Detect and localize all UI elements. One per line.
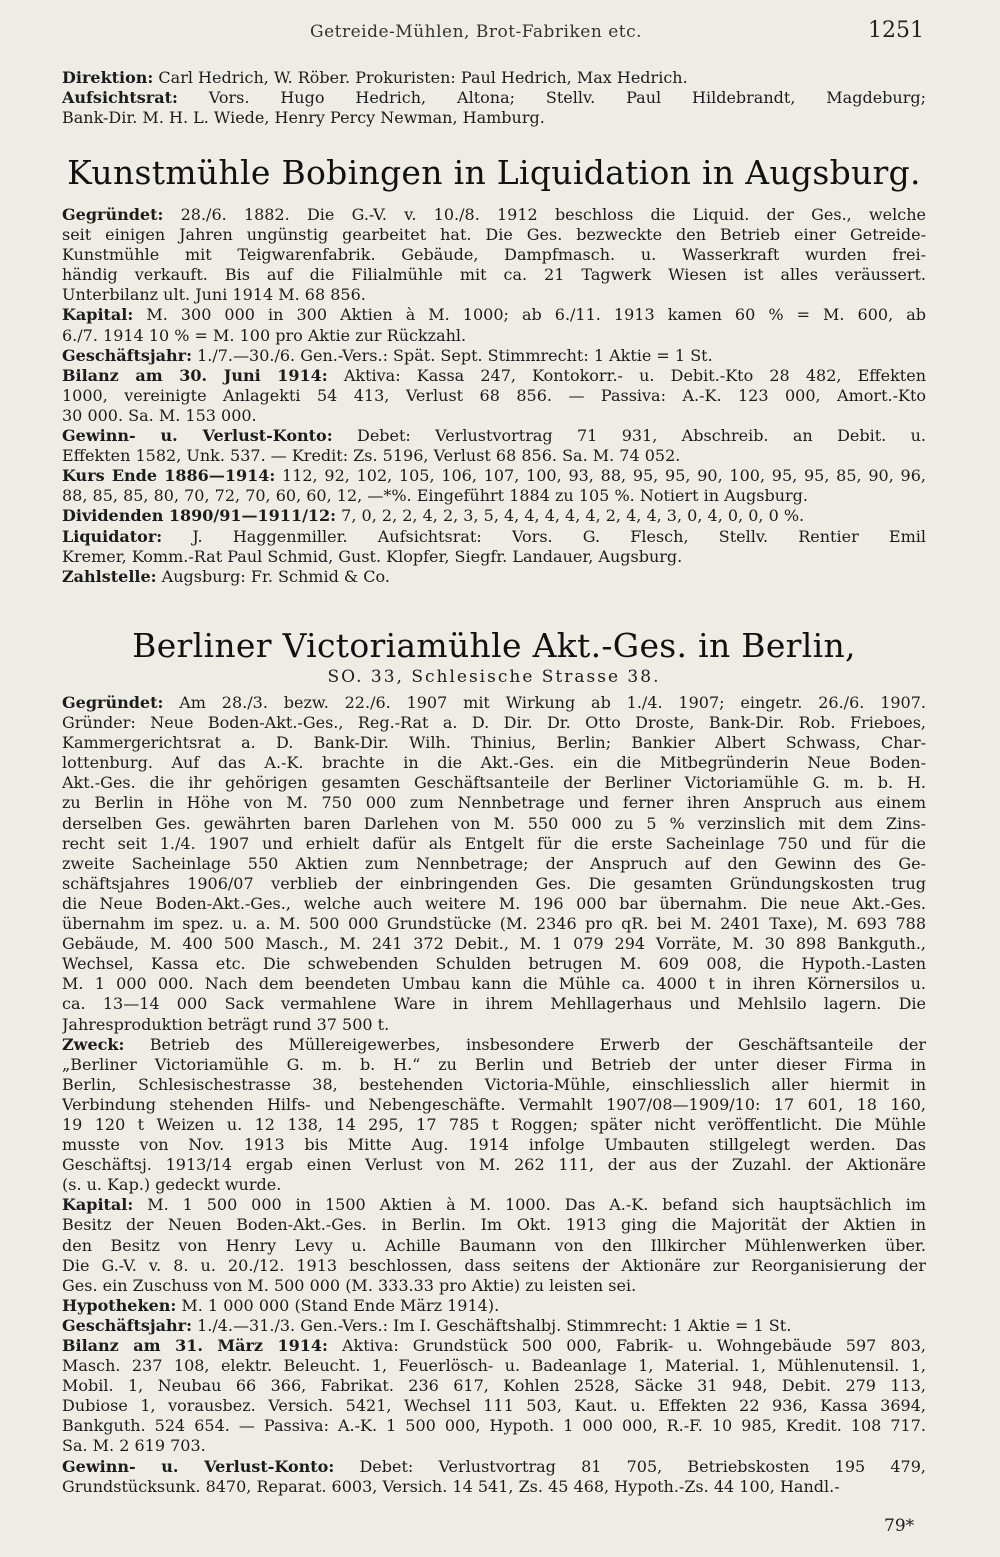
line-text: Unterbilanz ult. Juni 1914 M. 68 856.: [62, 285, 366, 305]
section1-body: [62, 205, 926, 587]
line-text: M. 1 000 000. Nach dem beendeten Umbau kann die Mühle ca. 4000 t in ihren Körnersilos u.: [62, 974, 926, 994]
entry-keyword: Kapital:: [62, 1195, 134, 1215]
text-line: [62, 1376, 926, 1396]
text-line: [62, 1175, 926, 1195]
line-text: M. 1 000 000 (Stand Ende März 1914).: [176, 1295, 500, 1315]
text-line: [62, 773, 926, 793]
line-text: Jahresproduktion beträgt rund 37 500 t.: [62, 1014, 390, 1034]
line-text: Mobil. 1, Neubau 66 366, Fabrikat. 236 617, Kohlen 2528, Säcke 31 948, Debit. 279 113,: [62, 1376, 926, 1396]
text-line: [62, 245, 926, 265]
text-line: [62, 88, 926, 108]
line-text: M. 300 000 in 300 Aktien à M. 1000; ab 6./11. 1913 kamen 60 % = M. 600, ab: [133, 305, 926, 325]
text-line: [62, 225, 926, 245]
entry-keyword: Aufsichtsrat:: [62, 88, 178, 108]
intro-block: [62, 68, 926, 128]
text-line: [62, 1135, 926, 1155]
section1-title-block: [62, 153, 926, 193]
text-line: [62, 1336, 926, 1356]
text-line: [62, 693, 926, 713]
entry-keyword: Bilanz am 31. März 1914:: [62, 1336, 328, 1355]
entry-keyword: Gewinn- u. Verlust-Konto:: [62, 1456, 335, 1476]
text-line: [62, 753, 926, 773]
text-line: [62, 108, 926, 128]
line-text: Ges. ein Zuschuss von M. 500 000 (M. 333.33 pro Aktie) zu leisten sei.: [62, 1275, 637, 1295]
line-text: zweite Sacheinlage 550 Aktien zum Nennbetrage; der Anspruch auf den Gewinn des Ge-: [62, 853, 926, 873]
text-line: [62, 1035, 926, 1055]
line-text: Die G.-V. v. 8. u. 20./12. 1913 beschlossen, dass seitens der Aktionäre zur Reorganisierung der: [62, 1255, 926, 1275]
text-line: [62, 814, 926, 834]
text-line: [62, 1296, 926, 1316]
line-text: Carl Hedrich, W. Röber. Prokuristen: Paul Hedrich, Max Hedrich.: [153, 68, 688, 87]
line-text: Dubiose 1, vorausbez. Versich. 5421, Wechsel 111 503, Kaut. u. Effekten 22 936, Kassa 3694,: [62, 1396, 926, 1416]
line-text: Debet: Verlustvortrag 71 931, Abschreib. an Debit. u.: [332, 426, 926, 446]
text-line: [62, 426, 926, 446]
line-text: 88, 85, 85, 80, 70, 72, 70, 60, 60, 12, —*%. Eingeführt 1884 zu 105 %. Notiert in Augsburg.: [62, 486, 808, 506]
text-line: [62, 1115, 926, 1135]
line-text: J. Haggenmiller. Aufsichtsrat: Vors. G. Flesch, Stellv. Rentier Emil: [162, 526, 926, 546]
line-text: Effekten 1582, Unk. 537. — Kredit: Zs. 5196, Verlust 68 856. Sa. M. 74 052.: [62, 446, 681, 466]
text-line: [62, 1396, 926, 1416]
line-text: die Neue Boden-Akt.-Ges., welche auch weitere M. 196 000 bar übernahm. Die neue Akt.-Ges.: [62, 893, 926, 913]
line-text: 6./7. 1914 10 % = M. 100 pro Aktie zur Rückzahl.: [62, 325, 467, 345]
entry-keyword: Liquidator:: [62, 526, 163, 546]
text-line: [62, 305, 926, 325]
text-line: [62, 326, 926, 346]
text-line: [62, 446, 926, 466]
line-text: Debet: Verlustvortrag 81 705, Betriebskosten 195 479,: [334, 1456, 926, 1476]
text-line: [62, 527, 926, 547]
line-text: ca. 13—14 000 Sack vermahlene Ware in ihrem Mehllagerhaus und Mehlsilo lagern. Die: [62, 994, 926, 1014]
entry-keyword: Kapital:: [62, 305, 134, 325]
text-line: [62, 1215, 926, 1235]
text-line: [62, 733, 926, 753]
running-title: Getreide-Mühlen, Brot-Fabriken etc.: [310, 22, 643, 42]
line-text: 1./4.—31./3. Gen.-Vers.: Im I. Geschäftshalbj. Stimmrecht: 1 Aktie = 1 St.: [192, 1315, 792, 1335]
line-text: lottenburg. Auf das A.-K. brachte in die Akt.-Ges. ein die Mitbegründerin Neue Boden-: [62, 753, 926, 773]
entry-keyword: Zweck:: [62, 1034, 125, 1054]
text-line: [62, 466, 926, 486]
text-line: [62, 954, 926, 974]
entry-keyword: Dividenden 1890/91—1911/12:: [62, 506, 337, 526]
section2-body: [62, 693, 926, 1497]
line-text: Berlin, Schlesischestrasse 38, bestehenden Victoria-Mühle, einschliesslich aller hiermit in: [62, 1074, 926, 1094]
text-line: [62, 1055, 926, 1075]
line-text: Kammergerichtsrat a. D. Bank-Dir. Wilh. Thinius, Berlin; Bankier Albert Schwass, Char-: [62, 733, 926, 753]
text-line: [62, 1155, 926, 1175]
line-text: 1./7.—30./6. Gen.-Vers.: Spät. Sept. Stimmrecht: 1 Aktie = 1 St.: [192, 345, 713, 365]
line-text: 1000, vereinigte Anlagekti 54 413, Verlust 68 856. — Passiva: A.-K. 123 000, Amort.-Kto: [62, 385, 926, 405]
text-line: [62, 994, 926, 1014]
section2-title: Berliner Victoriamühle Akt.-Ges. in Berlin,: [132, 626, 856, 665]
running-header: [0, 18, 1000, 48]
line-text: Kunstmühle mit Teigwarenfabrik. Gebäude, Dampfmasch. u. Wasserkraft wurden frei-: [62, 245, 926, 265]
text-line: [62, 1256, 926, 1276]
text-line: [62, 793, 926, 813]
line-text: Wechsel, Kassa etc. Die schwebenden Schulden betrugen M. 609 008, die Hypoth.-Lasten: [62, 954, 926, 974]
entry-keyword: Kurs Ende 1886—1914:: [62, 466, 276, 486]
text-line: [62, 894, 926, 914]
line-text: seit einigen Jahren ungünstig gearbeitet hat. Die Ges. bezweckte den Betrieb einer Getreide-: [62, 225, 926, 245]
line-text: Bankguth. 524 654. — Passiva: A.-K. 1 500 000, Hypoth. 1 000 000, R.-F. 10 985, Kredit. 108 717.: [62, 1416, 926, 1436]
line-text: M. 1 500 000 in 1500 Aktien à M. 1000. Das A.-K. befand sich hauptsächlich im: [133, 1195, 926, 1215]
signature-mark: 79*: [884, 1516, 915, 1536]
text-line: [62, 1416, 926, 1436]
line-text: „Berliner Victoriamühle G. m. b. H.“ zu Berlin und Betrieb der unter dieser Firma in: [62, 1054, 926, 1074]
line-text: Bank-Dir. M. H. L. Wiede, Henry Percy Newman, Hamburg.: [62, 108, 545, 128]
text-line: [62, 1075, 926, 1095]
line-text: den Besitz von Henry Levy u. Achille Baumann von den Illkircher Mühlenwerken über.: [62, 1235, 926, 1255]
text-line: [62, 914, 926, 934]
entry-keyword: Geschäftsjahr:: [62, 345, 192, 365]
line-text: musste von Nov. 1913 bis Mitte Aug. 1914 infolge Umbauten stillgelegt werden. Das: [62, 1135, 926, 1155]
text-line: [62, 974, 926, 994]
text-line: [62, 346, 926, 366]
line-text: recht seit 1./4. 1907 und erhielt dafür als Entgelt für die erste Sacheinlage 750 und für die: [62, 833, 926, 853]
entry-keyword: Hypotheken:: [62, 1295, 177, 1315]
text-line: [62, 265, 926, 285]
text-line: [62, 874, 926, 894]
section1-title: Kunstmühle Bobingen in Liquidation in Augsburg.: [67, 153, 921, 192]
text-line: [62, 366, 926, 386]
text-line: [62, 486, 926, 506]
text-line: [62, 547, 926, 567]
line-text: Betrieb des Müllereigewerbes, insbesondere Erwerb der Geschäftsanteile der: [124, 1034, 926, 1054]
line-text: Sa. M. 2 619 703.: [62, 1436, 206, 1456]
text-line: [62, 713, 926, 733]
line-text: übernahm im spez. u. a. M. 500 000 Grundstücke (M. 2346 pro qR. bei M. 2401 Taxe), M. 693 788: [62, 914, 926, 934]
entry-keyword: Gegründet:: [62, 693, 164, 712]
entry-keyword: Geschäftsjahr:: [62, 1315, 192, 1335]
line-text: Am 28./3. bezw. 22./6. 1907 mit Wirkung ab 1./4. 1907; eingetr. 26./6. 1907.: [163, 693, 926, 712]
line-text: Akt.-Ges. die ihr gehörigen gesamten Geschäftsanteile der Berliner Victoriamühle G. m. b. H.: [62, 773, 926, 793]
line-text: (s. u. Kap.) gedeckt wurde.: [62, 1175, 282, 1195]
line-text: Grundstücksunk. 8470, Reparat. 6003, Versich. 14 541, Zs. 45 468, Hypoth.-Zs. 44 100, Handl.-: [62, 1476, 840, 1496]
text-line: [62, 834, 926, 854]
line-text: Augsburg: Fr. Schmid & Co.: [156, 566, 390, 586]
line-text: Vors. Hugo Hedrich, Altona; Stellv. Paul Hildebrandt, Magdeburg;: [177, 88, 926, 108]
text-line: [62, 1457, 926, 1477]
line-text: Kremer, Komm.-Rat Paul Schmid, Gust. Klopfer, Siegfr. Landauer, Augsburg.: [62, 546, 683, 566]
page-number: 1251: [868, 18, 924, 43]
line-text: Aktiva: Grundstück 500 000, Fabrik- u. Wohngebäude 597 803,: [327, 1336, 926, 1355]
entry-keyword: Direktion:: [62, 68, 154, 87]
text-line: [62, 567, 926, 587]
entry-keyword: Bilanz am 30. Juni 1914:: [62, 365, 328, 385]
line-text: 28./6. 1882. Die G.-V. v. 10./8. 1912 beschloss die Liquid. der Ges., welche: [163, 205, 926, 224]
text-line: [62, 1236, 926, 1256]
line-text: 7, 0, 2, 2, 4, 2, 3, 5, 4, 4, 4, 4, 4, 2, 4, 4, 3, 0, 4, 0, 0, 0 %.: [336, 506, 805, 526]
line-text: 112, 92, 102, 105, 106, 107, 100, 93, 88, 95, 95, 90, 100, 95, 95, 85, 90, 96,: [275, 466, 926, 486]
line-text: derselben Ges. gewährten baren Darlehen von M. 550 000 zu 5 % verzinslich mit dem Zins-: [62, 813, 926, 833]
entry-keyword: Zahlstelle:: [62, 566, 157, 586]
line-text: schäftsjahres 1906/07 verblieb der einbringenden Ges. Die gesamten Gründungskosten trug: [62, 873, 926, 893]
entry-keyword: Gewinn- u. Verlust-Konto:: [62, 426, 333, 446]
entry-keyword: Gegründet:: [62, 205, 164, 224]
text-line: [62, 68, 926, 88]
text-line: [62, 506, 926, 526]
text-line: [62, 1195, 926, 1215]
line-text: Gründer: Neue Boden-Akt.-Ges., Reg.-Rat a. D. Dir. Dr. Otto Droste, Bank-Dir. Rob. Frieboes,: [62, 713, 926, 733]
line-text: händig verkauft. Bis auf die Filialmühle mit ca. 21 Tagwerk Wiesen ist alles veräussert.: [62, 265, 926, 285]
text-line: [62, 406, 926, 426]
text-line: [62, 386, 926, 406]
text-line: [62, 285, 926, 305]
line-text: 30 000. Sa. M. 153 000.: [62, 405, 257, 425]
text-line: [62, 1276, 926, 1296]
section2-address: SO. 33, Schlesische Strasse 38.: [327, 667, 661, 687]
line-text: Geschäftsj. 1913/14 ergab einen Verlust von M. 262 111, der aus der Zuzahl. der Aktionäre: [62, 1155, 926, 1175]
text-line: [62, 205, 926, 225]
line-text: Besitz der Neuen Boden-Akt.-Ges. in Berlin. Im Okt. 1913 ging die Majorität der Aktien in: [62, 1215, 926, 1235]
text-line: [62, 1436, 926, 1456]
text-line: [62, 1095, 926, 1115]
line-text: Gebäude, M. 400 500 Masch., M. 241 372 Debit., M. 1 079 294 Vorräte, M. 30 898 Bankguth.,: [62, 934, 926, 954]
text-line: [62, 1356, 926, 1376]
line-text: Masch. 237 108, elektr. Beleucht. 1, Feuerlösch- u. Badeanlage 1, Material. 1, Mühlenutensil. 1,: [62, 1356, 926, 1376]
line-text: zu Berlin in Höhe von M. 750 000 zum Nennbetrage und ferner ihren Anspruch aus einem: [62, 793, 926, 813]
line-text: Aktiva: Kassa 247, Kontokorr.- u. Debit.-Kto 28 482, Effekten: [327, 365, 926, 385]
line-text: Verbindung stehenden Hilfs- und Nebengeschäfte. Vermahlt 1907/08—1909/10: 17 601, 18 160,: [62, 1094, 926, 1114]
text-line: [62, 934, 926, 954]
section2-title-block: [62, 626, 926, 690]
text-line: [62, 1477, 926, 1497]
text-line: [62, 1015, 926, 1035]
text-line: [62, 854, 926, 874]
text-line: [62, 1316, 926, 1336]
line-text: 19 120 t Weizen u. 12 138, 14 295, 17 785 t Roggen; später nicht veröffentlicht. Die Mühle: [62, 1114, 926, 1134]
